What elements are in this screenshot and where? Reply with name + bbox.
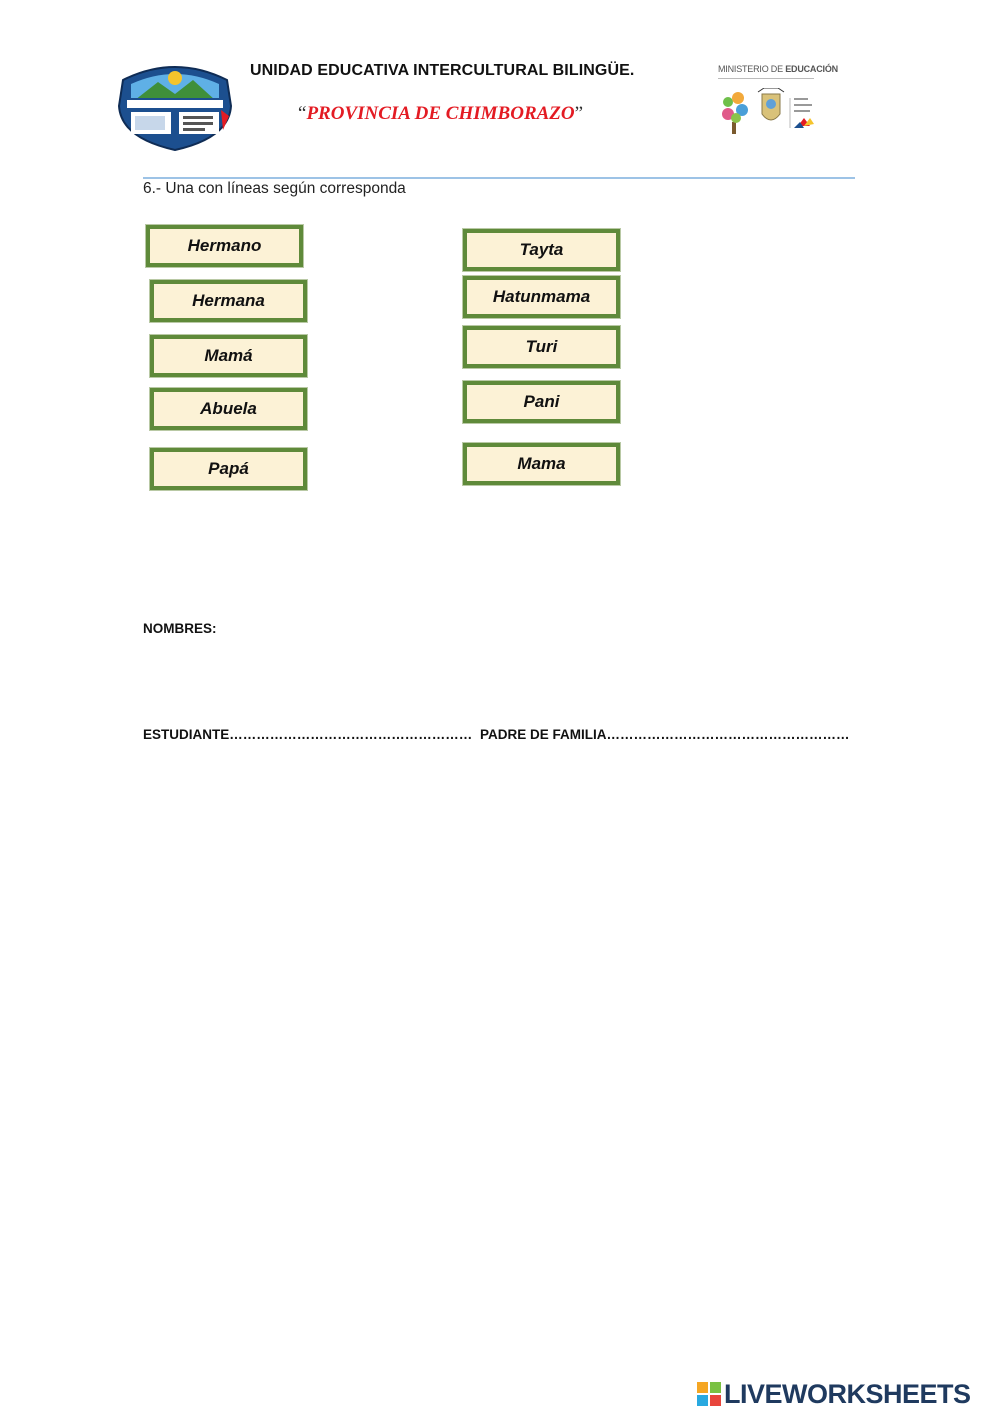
ministry-prefix: MINISTERIO DE [718,64,783,74]
liveworksheets-brand [697,1378,971,1410]
school-name: UNIDAD EDUCATIVA INTERCULTURAL BILINGÜE. [250,62,635,79]
ministry-emblem [718,88,818,136]
left-card-hermano[interactable]: Hermano [146,225,303,267]
brand-text: LIVEWORKSHEETS [724,1378,971,1409]
quote-open: “ [298,103,307,124]
ministry-rule [718,78,814,79]
instruction: 6.- Una con líneas según corresponda [143,180,406,197]
student-signature-line: ESTUDIANTE……………………………………………… [143,727,473,742]
ministry-title [718,64,838,74]
right-card-tayta[interactable]: Tayta [463,229,620,271]
quote-close: ” [574,103,584,124]
province-title [298,103,583,125]
parent-signature-line: PADRE DE FAMILIA……………………………………………… [480,727,850,742]
header-divider [143,177,855,179]
liveworksheets-logo-icon [697,1382,721,1406]
province-name: PROVINCIA DE CHIMBORAZO [306,103,575,124]
right-card-mama[interactable]: Mama [463,443,620,485]
right-card-hatunmama[interactable]: Hatunmama [463,276,620,318]
right-card-pani[interactable]: Pani [463,381,620,423]
left-card-papa[interactable]: Papá [150,448,307,490]
school-logo [113,60,237,152]
left-card-abuela[interactable]: Abuela [150,388,307,430]
ministry-bold: EDUCACIÓN [785,64,838,74]
right-card-turi[interactable]: Turi [463,326,620,368]
nombres-label: NOMBRES: [143,621,217,636]
left-card-hermana[interactable]: Hermana [150,280,307,322]
left-card-mama-accent[interactable]: Mamá [150,335,307,377]
